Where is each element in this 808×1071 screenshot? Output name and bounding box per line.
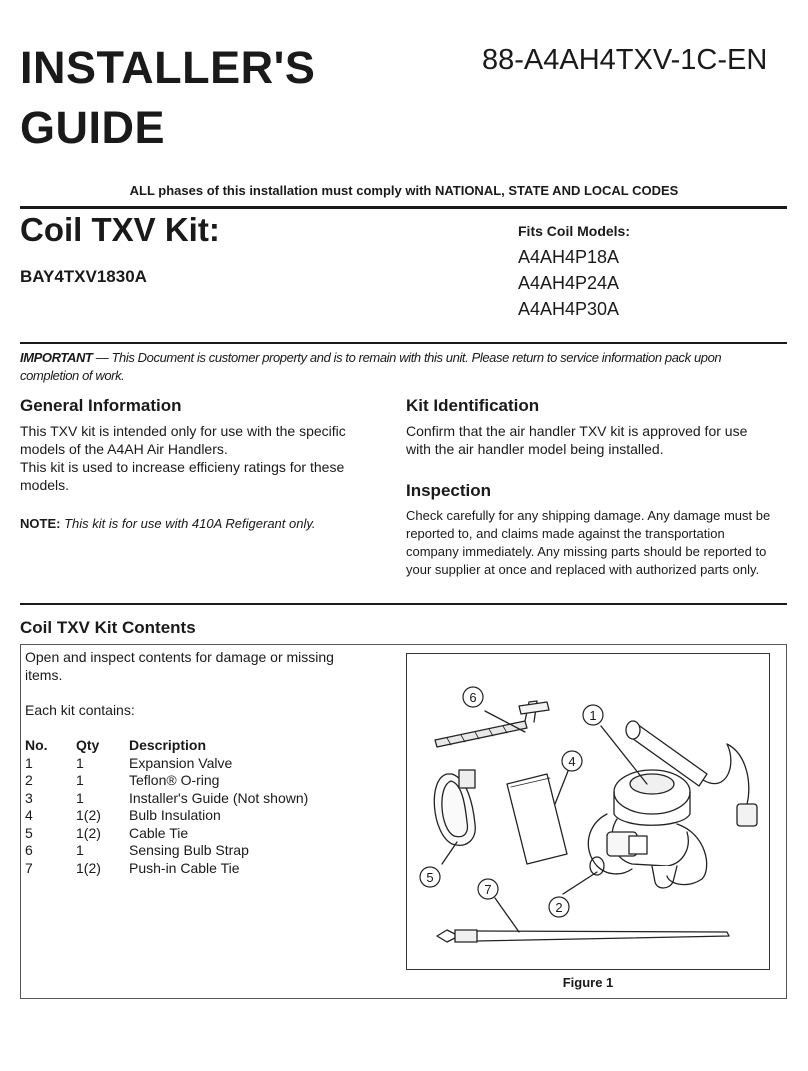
parts-table bbox=[25, 736, 308, 877]
figure-caption: Figure 1 bbox=[562, 975, 614, 990]
kit-model-number: BAY4TXV1830A bbox=[20, 267, 147, 286]
expansion-valve bbox=[588, 721, 757, 888]
column-header-qty: Qty bbox=[76, 737, 100, 753]
inspection-heading: Inspection bbox=[406, 481, 492, 500]
column-header-description: Description bbox=[129, 737, 207, 753]
svg-text:7: 7 bbox=[484, 882, 492, 897]
coil-model: A4AH4P18A bbox=[518, 247, 620, 267]
important-label: IMPORTANT bbox=[20, 350, 93, 365]
svg-text:5: 5 bbox=[426, 870, 434, 885]
divider bbox=[20, 603, 787, 605]
table-row bbox=[25, 807, 308, 825]
table-row bbox=[25, 789, 308, 807]
kit-contents-heading: Coil TXV Kit Contents bbox=[20, 618, 196, 637]
inspection-text: Check carefully for any shipping damage. Any damage must be reported to, and claims made against the transportation company immediately. Any missing parts should be reported to your supplier at once and replaced with authorized parts only. bbox=[406, 508, 771, 577]
note-label: NOTE: bbox=[20, 516, 61, 531]
cell-description: Sensing Bulb Strap bbox=[129, 842, 249, 859]
cell-description: Bulb Insulation bbox=[129, 807, 221, 824]
bulb-insulation bbox=[507, 774, 567, 864]
general-paragraph-2: This kit is used to increase efficieny ratings for these models. bbox=[20, 459, 345, 493]
note-text: This kit is for use with 410A Refigerant only. bbox=[60, 516, 316, 531]
table-row bbox=[25, 824, 308, 842]
divider bbox=[20, 342, 787, 344]
important-notice bbox=[20, 349, 780, 385]
cell-no: 2 bbox=[25, 772, 33, 789]
fits-coil-models-list bbox=[518, 244, 619, 322]
coil-model: A4AH4P30A bbox=[518, 299, 620, 319]
cell-no: 7 bbox=[25, 859, 33, 876]
cell-description: Teflon® O-ring bbox=[129, 772, 220, 789]
figure-1-frame bbox=[406, 653, 770, 970]
cell-qty: 1 bbox=[76, 842, 84, 859]
cell-no: 3 bbox=[25, 789, 33, 806]
page-title bbox=[20, 38, 315, 158]
push-in-cable-tie bbox=[437, 930, 729, 942]
each-kit-contains: Each kit contains: bbox=[25, 702, 135, 718]
callout-2 bbox=[549, 897, 569, 917]
contents-intro: Open and inspect contents for damage or missing items. bbox=[25, 649, 334, 683]
coil-model: A4AH4P24A bbox=[518, 273, 620, 293]
svg-text:6: 6 bbox=[469, 690, 477, 705]
table-header-row bbox=[25, 736, 308, 754]
table-row bbox=[25, 842, 308, 860]
callout-4 bbox=[562, 751, 582, 771]
txv-kit-illustration bbox=[407, 654, 769, 969]
cell-qty: 1(2) bbox=[76, 859, 101, 876]
callout-1 bbox=[583, 705, 603, 725]
general-paragraph-1: This TXV kit is intended only for use with the specific models of the A4AH Air Handlers. bbox=[20, 423, 346, 457]
cable-tie bbox=[434, 770, 475, 845]
cell-qty: 1 bbox=[76, 754, 84, 771]
divider bbox=[20, 206, 787, 209]
kit-identification-heading: Kit Identification bbox=[406, 396, 540, 415]
cell-no: 1 bbox=[25, 754, 33, 771]
svg-text:4: 4 bbox=[568, 754, 576, 769]
cell-description: Installer's Guide (Not shown) bbox=[129, 789, 309, 806]
callout-5 bbox=[420, 867, 440, 887]
cell-no: 6 bbox=[25, 842, 33, 859]
fits-coil-models-label: Fits Coil Models: bbox=[518, 223, 630, 239]
svg-text:1: 1 bbox=[589, 708, 597, 723]
sensing-bulb-strap bbox=[435, 701, 549, 747]
kit-identification-text: Confirm that the air handler TXV kit is approved for use with the air handler model being installed. bbox=[406, 423, 748, 457]
table-row bbox=[25, 754, 308, 772]
cell-description: Cable Tie bbox=[129, 824, 189, 841]
important-text: — This Document is customer property and is to remain with this unit. Please return to service information pack upon completion of work. bbox=[20, 350, 722, 383]
general-information-text bbox=[20, 422, 375, 494]
cell-no: 5 bbox=[25, 824, 33, 841]
callout-6 bbox=[463, 687, 483, 707]
codes-notice: ALL phases of this installation must comply with NATIONAL, STATE AND LOCAL CODES bbox=[129, 183, 679, 198]
cell-qty: 1 bbox=[76, 772, 84, 789]
column-header-no: No. bbox=[25, 737, 48, 753]
title-line-1: INSTALLER'S bbox=[20, 42, 316, 93]
kit-title: Coil TXV Kit: bbox=[20, 211, 220, 248]
cell-no: 4 bbox=[25, 807, 33, 824]
cell-description: Push-in Cable Tie bbox=[129, 859, 240, 876]
title-line-2: GUIDE bbox=[20, 102, 166, 153]
svg-text:2: 2 bbox=[555, 900, 563, 915]
refrigerant-note bbox=[20, 515, 380, 533]
general-information-heading: General Information bbox=[20, 396, 182, 415]
cell-qty: 1 bbox=[76, 789, 84, 806]
table-row bbox=[25, 772, 308, 790]
cell-qty: 1(2) bbox=[76, 807, 101, 824]
cell-description: Expansion Valve bbox=[129, 754, 233, 771]
document-number: 88-A4AH4TXV-1C-EN bbox=[482, 44, 768, 76]
table-row bbox=[25, 859, 308, 877]
callout-7 bbox=[478, 879, 498, 899]
cell-qty: 1(2) bbox=[76, 824, 101, 841]
